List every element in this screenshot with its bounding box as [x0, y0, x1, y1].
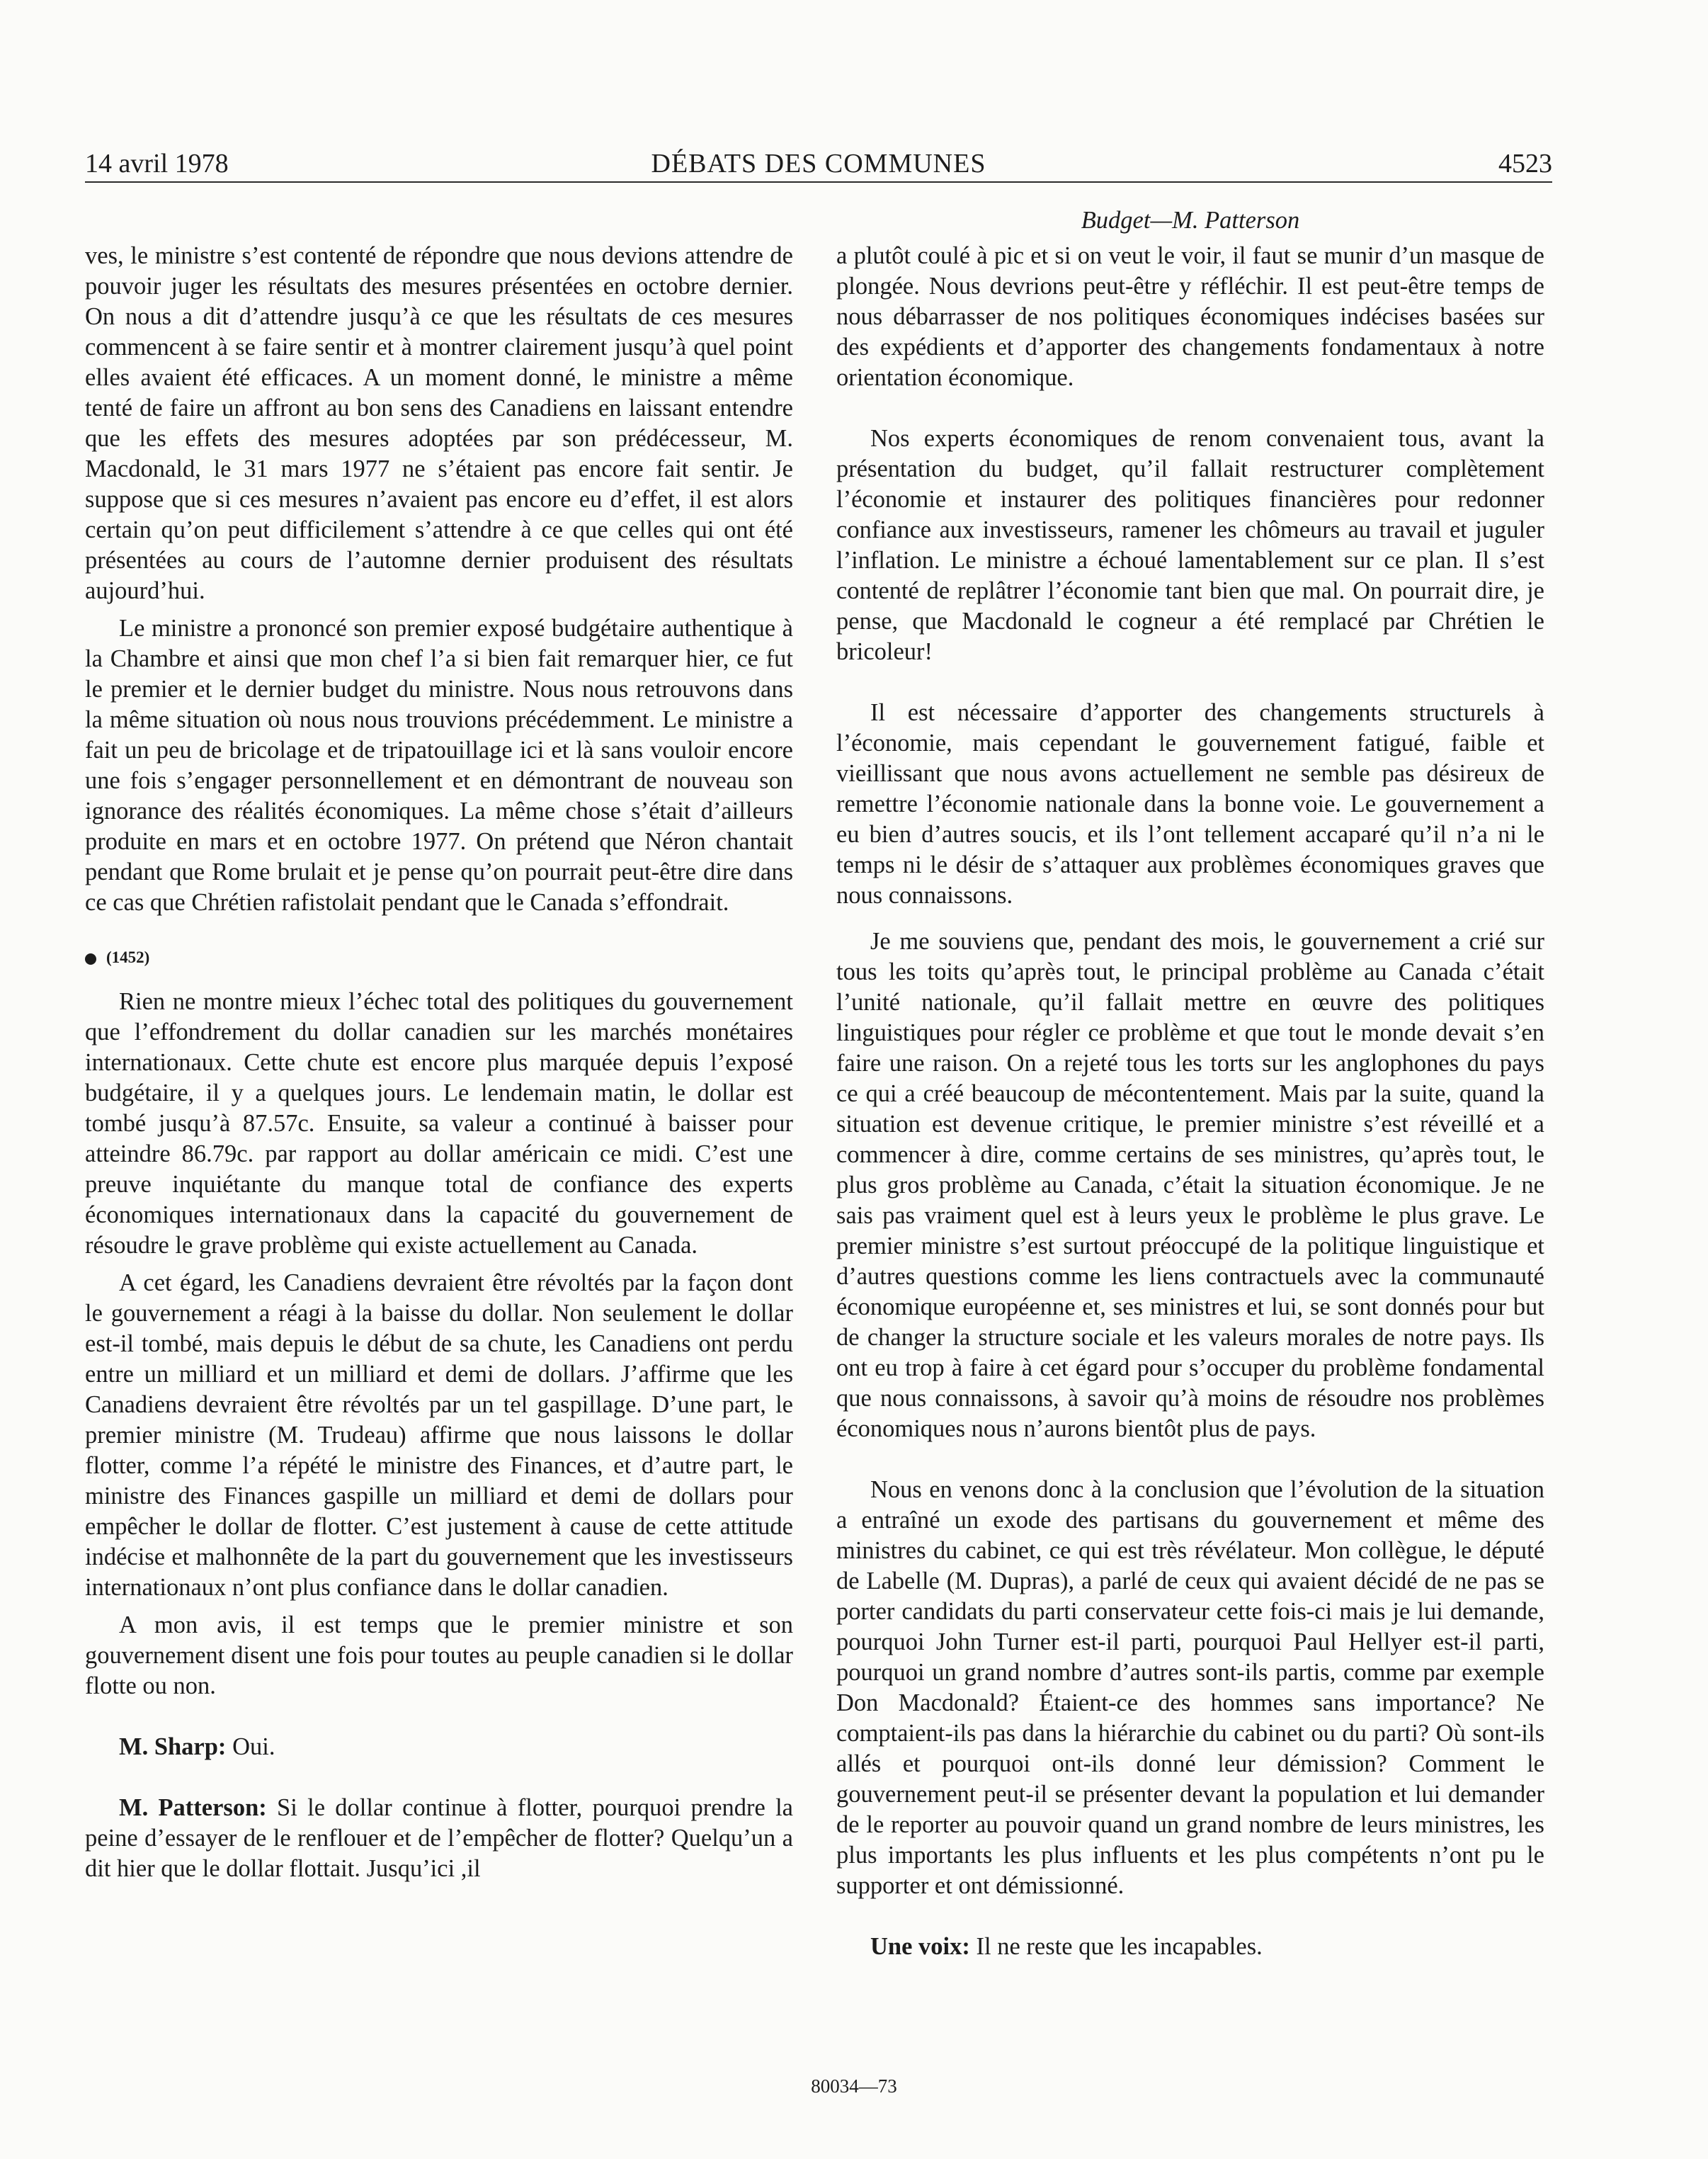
paragraph: A cet égard, les Canadiens devraient être révoltés par la façon dont le gouvernement a réagi à la baisse du dollar. Non seulement le dollar est-il tombé, mais depuis le début de sa chute, les Canadiens ont perdu entre un milliard et un milliard et demi de dollars. J’affirme que les Canadiens devraient être révoltés par un tel gaspillage. D’une part, le premier ministre (M. Trudeau) affirme que nous laissons le dollar flotter, comme l’a répété le ministre des Finances, et d’autre part, le ministre des Finances gaspille un milliard et demi de dollars pour empêcher le dollar de flotter. C’est justement à cause de cette attitude indécise et malhonnête de la part du gouvernement que les investisseurs internationaux n’ont plus confiance dans le dollar canadien. — [85, 1269, 793, 1601]
page-number: 4523 — [1498, 149, 1552, 178]
timestamp-marker — [85, 942, 793, 973]
speech-text: Oui. — [226, 1733, 275, 1760]
paragraph: Je me souviens que, pendant des mois, le gouvernement a crié sur tous les toits qu’après tout, le principal problème au Canada c’était l’unité nationale, qu’il fallait mettre en œuvre des politiques linguistiques pour régler ce problème et que tout le monde devait s’en faire une raison. On a rejeté tous les torts sur les anglophones du pays ce qui a créé beaucoup de mécontentement. Mais par la suite, quand la situation est devenue critique, le premier ministre s’est réveillé et a commencer à dire, comme certains de ses ministres, qu’après tout, le plus gros problème au Canada, c’était la situation économique. Je ne sais pas vraiment quel est à leurs yeux le problème le plus grave. Le premier ministre s’est surtout préoccupé de la politique linguistique et d’autres questions comme les liens contractuels avec la communauté économique européenne et, ses ministres et lui, se sont donnés pour but de changer la structure sociale et les valeurs morales de notre pays. Ils ont eu trop à faire à cet égard pour s’occuper du problème fondamental que nous connaissons, à savoir qu’à moins de résoudre nos problèmes économiques nous n’aurons bientôt plus de pays. — [836, 928, 1544, 1442]
speech-voice — [836, 1932, 1544, 1962]
speaker-name: M. Patterson: — [119, 1794, 267, 1821]
speaker-name: M. Sharp: — [119, 1733, 227, 1760]
speech-text: Il ne reste que les incapables. — [969, 1933, 1263, 1960]
footer-code: 80034—73 — [811, 2075, 897, 2097]
speaker-name: Une voix: — [870, 1933, 970, 1960]
paragraph: Nous en venons donc à la conclusion que l’évolution de la situation a entraîné un exode des partisans du gouvernement et même des ministres du cabinet, ce qui est très révélateur. Mon collègue, le député de Labelle (M. Dupras), a parlé de ceux qui avaient décidé de ne pas se porter candidats du parti conservateur cette fois-ci mais je lui demande, pourquoi John Turner est-il parti, pourquoi Paul Hellyer est-il parti, pourquoi un grand nombre d’autres sont-ils partis, comme par exemple Don Macdonald? Étaient-ce des hommes sans importance? Ne comptaient-ils pas dans la hiérarchie du cabinet ou du parti? Où sont-ils allés et pourquoi ont-ils donné leur démission? Comment le gouvernement peut-il se présenter devant la population et lui demander de le reporter au pouvoir quand un grand nombre de leurs ministres, les plus importants les plus influents et les plus compétents n’ont pu le supporter et ont démissionné. — [836, 1476, 1544, 1899]
speech-patterson — [85, 1793, 793, 1884]
paragraph: Le ministre a prononcé son premier exposé budgétaire authentique à la Chambre et ainsi que mon chef l’a si bien fait remarquer hier, ce fut le premier et le dernier budget du ministre. Nous nous retrouvons dans la même situation où nous nous trouvions précédemment. Le ministre a fait un peu de bricolage et de tripatouillage ici et là sans vouloir encore une fois s’engager personnellement et en démontrant de nouveau son ignorance des réalités économiques. La même chose s’était d’ailleurs produite en mars et en octobre 1977. On prétend que Néron chantait pendant que Rome brulait et je pense qu’on pourrait peut-être dire dans ce cas que Chrétien rafistolait pendant que le Canada s’effondrait. — [85, 615, 793, 916]
paragraph: A mon avis, il est temps que le premier ministre et son gouvernement disent une fois pour toutes au peuple canadien si le dollar flotte ou non. — [85, 1611, 793, 1699]
paragraph: Nos experts économiques de renom convenaient tous, avant la présentation du budget, qu’il fallait restructurer complètement l’économie et instaurer des politiques financières pour redonner confiance aux investisseurs, ramener les chômeurs au travail et juguler l’inflation. Le ministre a échoué lamentablement sur ce plan. Il s’est contenté de replâtrer l’économie tant bien que mal. On pourrait dire, je pense, que Macdonald le cogneur a été remplacé par Chrétien le bricoleur! — [836, 425, 1544, 665]
timestamp-text: (1452) — [106, 948, 150, 966]
right-column — [836, 241, 1544, 1962]
running-head: Budget—M. Patterson — [1081, 207, 1300, 234]
page-header — [85, 146, 1552, 181]
speech-sharp — [85, 1732, 793, 1762]
paragraph: Rien ne montre mieux l’échec total des politiques du gouvernement que l’effondrement du dollar canadien sur les marchés monétaires internationaux. Cette chute est encore plus marquée depuis l’exposé budgétaire, il y a quelques jours. Le lendemain matin, le dollar est tombé jusqu’à 87.57c. Ensuite, sa valeur a continué à baisser pour atteindre 86.79c. par rapport au dollar américain ce midi. C’est une preuve inquiétante du manque total de confiance des experts économiques internationaux dans la capacité du gouvernement de résoudre le grave problème qui existe actuellement au Canada. — [85, 988, 793, 1259]
paragraph: a plutôt coulé à pic et si on veut le voir, il faut se munir d’un masque de plongée. Nous devrions peut-être y réfléchir. Il est peut-être temps de nous débarrasser de nos politiques économiques indécises basées sur des expédients et d’apporter des changements fondamentaux à notre orientation économique. — [836, 242, 1544, 391]
header-rule — [85, 181, 1552, 183]
paragraph: Il est nécessaire d’apporter des changements structurels à l’économie, mais cependant le gouvernement fatigué, faible et vieillissant que nous avons actuellement ne semble pas désireux de remettre l’économie nationale dans la bonne voie. Le gouvernement a eu bien d’autres soucis, et ils l’ont tellement accaparé qu’il n’a ni le temps ni le désir de s’attaquer aux problèmes économiques graves que nous connaissons. — [836, 699, 1544, 909]
left-column — [85, 241, 793, 1884]
header-date: 14 avril 1978 — [85, 149, 229, 178]
header-title: DÉBATS DES COMMUNES — [651, 149, 986, 178]
speech-text: Si le dollar continue à flotter, pourquoi prendre la peine d’essayer de le renflouer et de l’empêcher de flotter? Quelqu’un a dit hier que le dollar flottait. Jusqu’ici ,il — [85, 1794, 793, 1882]
bullet-icon — [85, 953, 96, 965]
paragraph: ves, le ministre s’est contenté de répondre que nous devions attendre de pouvoir juger les résultats des mesures présentées en octobre dernier. On nous a dit d’attendre jusqu’à ce que les résultats de ces mesures commencent à se faire sentir et à montrer clairement jusqu’à quel point elles avaient été efficaces. A un moment donné, le ministre a même tenté de faire un affront au bon sens des Canadiens en laissant entendre que les effets des mesures adoptées par son prédécesseur, M. Macdonald, le 31 mars 1977 ne s’étaient pas encore fait sentir. Je suppose que si ces mesures n’avaient pas encore eu d’effet, il est alors certain qu’on peut difficilement s’attendre à ce que celles qui ont été présentées au cours de l’automne dernier produisent des résultats aujourd’hui. — [85, 242, 793, 604]
